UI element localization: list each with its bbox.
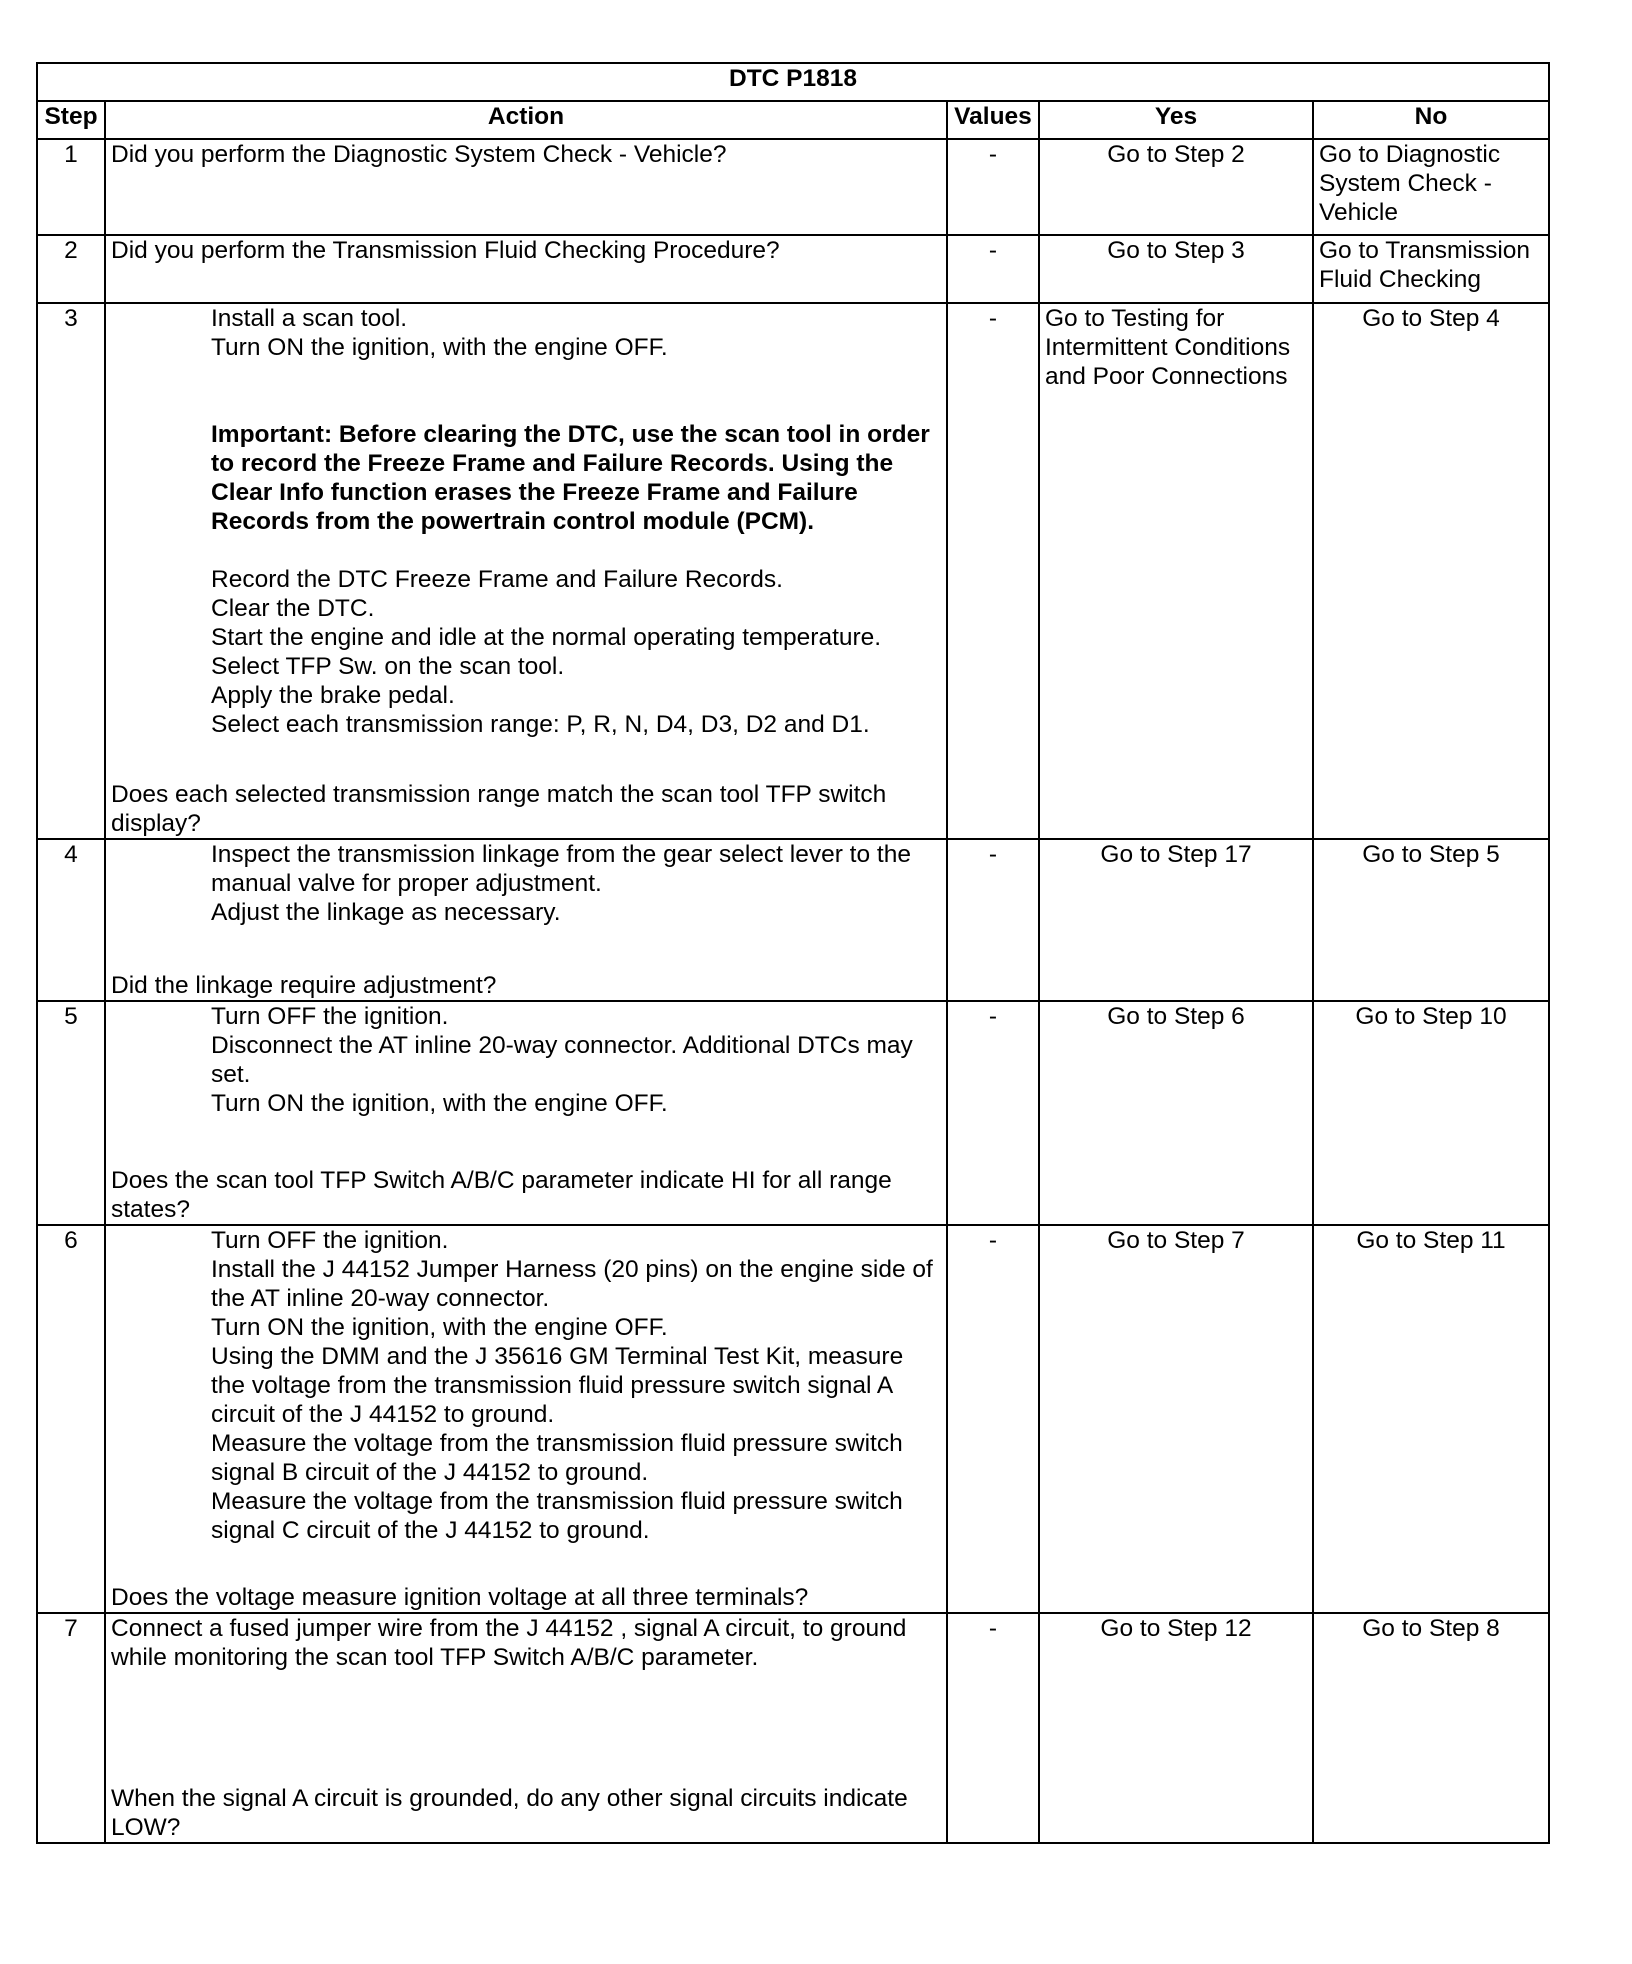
- table-row: [37, 839, 1549, 1001]
- action-question: When the signal A circuit is grounded, do any other signal circuits indicate LOW?: [111, 1785, 908, 1841]
- action-cell: [105, 839, 947, 1001]
- action-step: Disconnect the AT inline 20-way connector. Additional DTCs may set.: [211, 1032, 913, 1088]
- value-cell: -: [947, 1225, 1039, 1613]
- value-cell: -: [947, 139, 1039, 235]
- table-row: [37, 1225, 1549, 1613]
- action-question: Does the voltage measure ignition voltage at all three terminals?: [111, 1584, 809, 1611]
- action-step: Turn OFF the ignition.: [211, 1003, 449, 1030]
- action-question: Does each selected transmission range match the scan tool TFP switch display?: [111, 781, 887, 837]
- action-cell: [105, 1001, 947, 1225]
- action-cell: [105, 303, 947, 839]
- yes-cell: Go to Testing for Intermittent Conditions and Poor Connections: [1039, 303, 1313, 839]
- action-step: Turn OFF the ignition.: [211, 1227, 449, 1254]
- table-row: [37, 1613, 1549, 1843]
- no-cell: Go to Step 10: [1313, 1001, 1549, 1225]
- table-title: DTC P1818: [37, 63, 1549, 101]
- action-text: Did you perform the Transmission Fluid Checking Procedure?: [111, 237, 780, 264]
- header-no: No: [1313, 101, 1549, 139]
- action-step: Clear the DTC.: [211, 595, 375, 622]
- no-cell: Go to Step 4: [1313, 303, 1549, 839]
- yes-cell: Go to Step 3: [1039, 235, 1313, 303]
- no-cell: Go to Step 5: [1313, 839, 1549, 1001]
- yes-cell: Go to Step 6: [1039, 1001, 1313, 1225]
- no-cell: Go to Step 11: [1313, 1225, 1549, 1613]
- action-step: Start the engine and idle at the normal operating temperature.: [211, 624, 882, 651]
- header-values: Values: [947, 101, 1039, 139]
- step-number: 1: [37, 139, 105, 235]
- action-step: Inspect the transmission linkage from the gear select lever to the manual valve for proper adjustment.: [211, 841, 911, 897]
- action-step: Select each transmission range: P, R, N, D4, D3, D2 and D1.: [211, 711, 870, 738]
- table-row: [37, 1001, 1549, 1225]
- action-cell: [105, 235, 947, 303]
- action-step: Adjust the linkage as necessary.: [211, 899, 561, 926]
- action-intro: Connect a fused jumper wire from the J 44152 , signal A circuit, to ground while monitoring the scan tool TFP Switch A/B/C parameter.: [111, 1615, 907, 1671]
- value-cell: -: [947, 1613, 1039, 1843]
- value-cell: -: [947, 303, 1039, 839]
- action-step: Using the DMM and the J 35616 GM Terminal Test Kit, measure the voltage from the transmission fluid pressure switch signal A circuit of the J 44152 to ground.: [211, 1343, 904, 1428]
- header-step: Step: [37, 101, 105, 139]
- action-step: Record the DTC Freeze Frame and Failure Records.: [211, 566, 783, 593]
- yes-cell: Go to Step 7: [1039, 1225, 1313, 1613]
- action-cell: [105, 1225, 947, 1613]
- header-yes: Yes: [1039, 101, 1313, 139]
- action-question: Did the linkage require adjustment?: [111, 972, 497, 999]
- yes-cell: Go to Step 12: [1039, 1613, 1313, 1843]
- step-number: 6: [37, 1225, 105, 1613]
- dtc-table: [36, 62, 1550, 1844]
- action-step: Turn ON the ignition, with the engine OFF.: [211, 1314, 668, 1341]
- no-cell: Go to Transmission Fluid Checking: [1313, 235, 1549, 303]
- action-question: Does the scan tool TFP Switch A/B/C parameter indicate HI for all range states?: [111, 1167, 892, 1223]
- step-number: 4: [37, 839, 105, 1001]
- step-number: 2: [37, 235, 105, 303]
- action-step: Turn ON the ignition, with the engine OFF.: [211, 334, 668, 361]
- table-row: [37, 235, 1549, 303]
- action-cell: [105, 1613, 947, 1843]
- action-step: Install a scan tool.: [211, 305, 408, 332]
- table-row: [37, 303, 1549, 839]
- action-step: Turn ON the ignition, with the engine OFF.: [211, 1090, 668, 1117]
- action-step: Apply the brake pedal.: [211, 682, 455, 709]
- action-step: Select TFP Sw. on the scan tool.: [211, 653, 565, 680]
- yes-cell: Go to Step 17: [1039, 839, 1313, 1001]
- table-row: [37, 139, 1549, 235]
- action-text: Did you perform the Diagnostic System Check - Vehicle?: [111, 141, 727, 168]
- value-cell: -: [947, 235, 1039, 303]
- action-step: Measure the voltage from the transmission fluid pressure switch signal B circuit of the J 44152 to ground.: [211, 1430, 903, 1486]
- step-number: 7: [37, 1613, 105, 1843]
- step-number: 5: [37, 1001, 105, 1225]
- action-step: Install the J 44152 Jumper Harness (20 pins) on the engine side of the AT inline 20-way connector.: [211, 1256, 933, 1312]
- important-note: Important: Before clearing the DTC, use the scan tool in order to record the Freeze Frame and Failure Records. Using the Clear Info function erases the Freeze Frame and Failure Records from the powertrain control module (PCM).: [211, 421, 930, 535]
- value-cell: -: [947, 839, 1039, 1001]
- step-number: 3: [37, 303, 105, 839]
- header-action: Action: [105, 101, 947, 139]
- yes-cell: Go to Step 2: [1039, 139, 1313, 235]
- no-cell: Go to Diagnostic System Check - Vehicle: [1313, 139, 1549, 235]
- action-cell: [105, 139, 947, 235]
- value-cell: -: [947, 1001, 1039, 1225]
- action-step: Measure the voltage from the transmission fluid pressure switch signal C circuit of the J 44152 to ground.: [211, 1488, 903, 1544]
- no-cell: Go to Step 8: [1313, 1613, 1549, 1843]
